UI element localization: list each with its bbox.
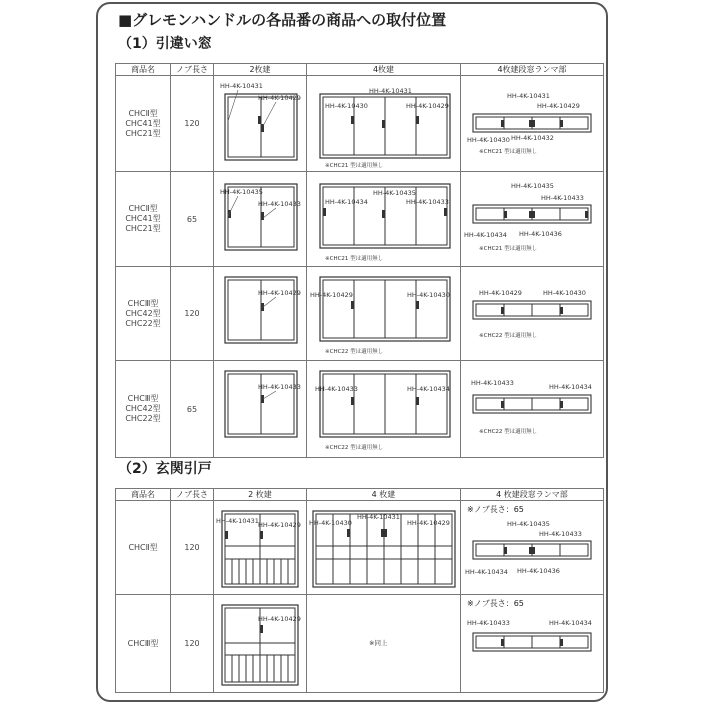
col-header-product: 商品名 — [116, 489, 171, 501]
note: ※CHC21 型は適用無し — [325, 256, 384, 262]
part-label: HH-4K-10430 — [309, 519, 352, 527]
four-panel-diagram — [307, 172, 461, 267]
col-header-two-panel: 2枚建 — [214, 64, 307, 76]
part-label: HH-4K-10429 — [479, 289, 522, 297]
part-label: HH-4K-10433 — [541, 194, 584, 202]
two-panel-diagram — [214, 267, 307, 361]
part-label: HH-4K-10434 — [464, 231, 507, 239]
product-name-cell: CHCⅢ型 CHC42型 CHC22型 — [116, 267, 171, 361]
four-panel-door-diagram — [307, 501, 461, 595]
part-label: HH-4K-10429 — [310, 291, 353, 299]
two-panel-door-diagram — [214, 501, 307, 595]
part-label: HH-4K-10436 — [517, 567, 560, 575]
part-label: HH-4K-10430 — [407, 291, 450, 299]
same-as-above-note: ※同上 — [369, 639, 388, 647]
part-label: HH-4K-10429 — [258, 615, 301, 623]
entrance-door-table — [115, 488, 604, 693]
part-label: HH-4K-10434 — [325, 198, 368, 206]
two-panel-diagram — [214, 76, 307, 172]
four-panel-diagram — [307, 76, 461, 172]
part-label: HH-4K-10429 — [258, 521, 301, 529]
four-panel-door-cell — [307, 595, 461, 693]
col-header-transom: 4枚建段窓ランマ部 — [461, 64, 604, 76]
part-label: HH-4K-10433 — [258, 383, 301, 391]
part-label: HH-4K-10434 — [407, 385, 450, 393]
part-label: HH-4K-10433 — [315, 385, 358, 393]
col-header-knob-length: ノブ長さ — [171, 64, 214, 76]
part-label: HH-4K-10430 — [325, 102, 368, 110]
section-heading-entrance-door: （2）玄関引戸 — [118, 461, 212, 477]
knob-length-note: ※ノブ長さ：65 — [467, 505, 524, 514]
note: ※CHC22 型は適用無し — [325, 445, 384, 451]
knob-length-note: ※ノブ長さ：65 — [467, 599, 524, 608]
transom-diagram — [461, 501, 604, 595]
table-row — [116, 501, 604, 595]
transom-diagram — [461, 172, 604, 267]
page-title: ■グレモンハンドルの各品番の商品への取付位置 — [118, 11, 447, 29]
table-row — [116, 595, 604, 693]
part-label: HH-4K-10435 — [511, 182, 554, 190]
part-label: HH-4K-10434 — [465, 568, 508, 576]
part-label: HH-4K-10429 — [407, 519, 450, 527]
knob-length-cell: 120 — [171, 267, 214, 361]
two-panel-diagram — [214, 361, 307, 458]
transom-diagram — [461, 595, 604, 693]
col-header-two-panel: 2 枚建 — [214, 489, 307, 501]
transom-diagram — [461, 76, 604, 172]
part-label: HH-4K-10435 — [373, 189, 416, 197]
part-label: HH-4K-10435 — [220, 188, 263, 196]
note: ※CHC22 型は適用無し — [479, 429, 538, 435]
part-label: HH-4K-10433 — [258, 200, 301, 208]
col-header-four-panel: 4枚建 — [307, 64, 461, 76]
table-header-row — [116, 64, 604, 76]
part-label: HH-4K-10431 — [507, 92, 550, 100]
transom-diagram — [461, 267, 604, 361]
part-label: HH-4K-10429 — [258, 289, 301, 297]
section-heading-sliding-window: （1）引違い窓 — [118, 36, 212, 52]
part-label: HH-4K-10435 — [507, 520, 550, 528]
col-header-four-panel: 4 枚建 — [307, 489, 461, 501]
col-header-knob-length: ノブ長さ — [171, 489, 214, 501]
part-label: HH-4K-10431 — [220, 82, 263, 90]
knob-length-cell: 65 — [171, 172, 214, 267]
table-header-row — [116, 489, 604, 501]
part-label: HH-4K-10429 — [406, 102, 449, 110]
knob-length-cell: 120 — [171, 76, 214, 172]
part-label: HH-4K-10431 — [369, 87, 412, 95]
product-name-cell: CHCⅡ型 — [116, 501, 171, 595]
part-label: HH-4K-10432 — [511, 134, 554, 142]
two-panel-diagram — [214, 172, 307, 267]
table-row — [116, 172, 604, 267]
part-label: HH-4K-10429 — [258, 94, 301, 102]
part-label: HH-4K-10431 — [216, 517, 259, 525]
part-label: HH-4K-10433 — [467, 619, 510, 627]
product-name-cell: CHCⅡ型 CHC41型 CHC21型 — [116, 172, 171, 267]
knob-length-cell: 120 — [171, 501, 214, 595]
part-label: HH-4K-10436 — [519, 230, 562, 238]
part-label: HH-4K-10433 — [471, 379, 514, 387]
product-name-cell: CHCⅢ型 — [116, 595, 171, 693]
note: ※CHC21 型は適用無し — [479, 149, 538, 155]
four-panel-diagram — [307, 267, 461, 361]
table-row — [116, 76, 604, 172]
part-label: HH-4K-10434 — [549, 383, 592, 391]
two-panel-door-diagram — [214, 595, 307, 693]
product-name-cell: CHCⅡ型 CHC41型 CHC21型 — [116, 76, 171, 172]
knob-length-cell: 65 — [171, 361, 214, 458]
col-header-product: 商品名 — [116, 64, 171, 76]
part-label: HH-4K-10431 — [357, 513, 400, 521]
part-label: HH-4K-10434 — [549, 619, 592, 627]
transom-diagram — [461, 361, 604, 458]
product-name-cell: CHCⅢ型 CHC42型 CHC22型 — [116, 361, 171, 458]
part-label: HH-4K-10433 — [406, 198, 449, 206]
note: ※CHC21 型は適用無し — [325, 163, 384, 169]
col-header-transom: 4 枚建段窓ランマ部 — [461, 489, 604, 501]
part-label: HH-4K-10429 — [537, 102, 580, 110]
note: ※CHC22 型は適用無し — [479, 333, 538, 339]
part-label: HH-4K-10430 — [467, 136, 510, 144]
knob-length-cell: 120 — [171, 595, 214, 693]
note: ※CHC22 型は適用無し — [325, 349, 384, 355]
note: ※CHC21 型は適用無し — [479, 246, 538, 252]
part-label: HH-4K-10433 — [539, 530, 582, 538]
sliding-window-table — [115, 63, 604, 458]
four-panel-diagram — [307, 361, 461, 458]
table-row — [116, 267, 604, 361]
table-row — [116, 361, 604, 458]
part-label: HH-4K-10430 — [543, 289, 586, 297]
